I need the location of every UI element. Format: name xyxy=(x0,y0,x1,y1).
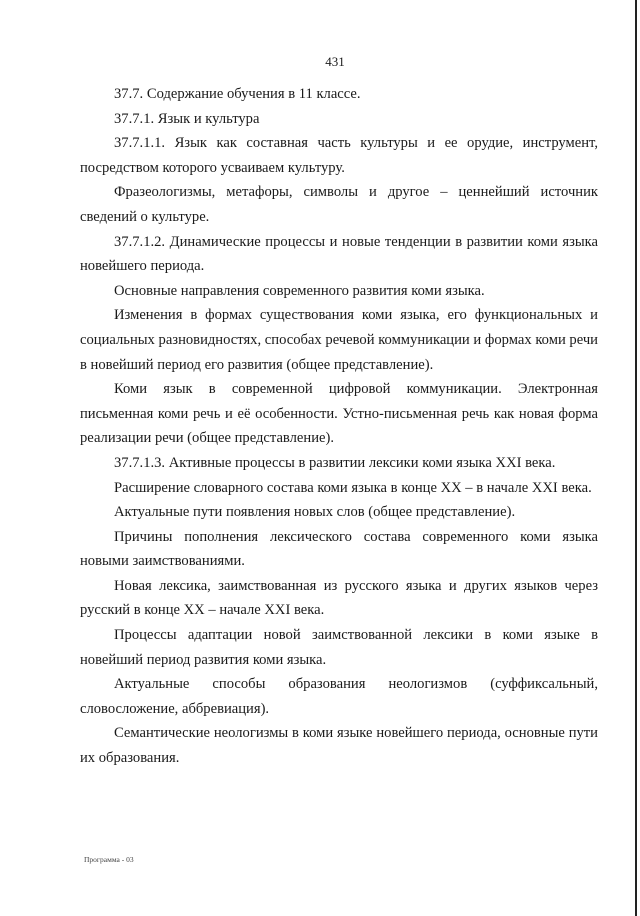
paragraph: Основные направления современного развития коми языка. xyxy=(114,282,485,299)
paragraph-section-heading: 37.7. Содержание обучения в 11 классе. xyxy=(114,86,361,102)
paragraph: Семантические неологизмы в коми языке новейшего периода, основные пути их образования. xyxy=(80,725,598,767)
paragraph: Процессы адаптации новой заимствованной лексики в коми языке в новейший период развития коми языка. xyxy=(80,627,598,668)
footer-note: Программа - 03 xyxy=(84,855,134,864)
paragraph: Фразеологизмы, метафоры, символы и другое – ценнейший источник сведений о культуре. xyxy=(80,184,598,225)
paragraph-subsection-heading: 37.7.1. Язык и культура xyxy=(114,110,260,127)
paragraph: 37.7.1.2. Динамические процессы и новые тенденции в развитии коми языка новейшего периода. xyxy=(80,233,598,275)
paragraph: Расширение словарного состава коми языка в конце XX – в начале XXI века. xyxy=(114,479,592,496)
paragraph: Причины пополнения лексического состава современного коми языка новыми заимствованиями. xyxy=(80,528,598,570)
paragraph: Актуальные пути появления новых слов (общее представление). xyxy=(114,504,516,521)
page-number: 431 xyxy=(325,54,345,69)
paragraph: Изменения в формах существования коми языка, его функциональных и социальных разновидностях, способах речевой коммуникации и формах коми речи в новейший период его развития (общее представление). xyxy=(80,307,598,373)
paragraph: Новая лексика, заимствованная из русского языка и других языков через русский в конце XX – начале XXI века. xyxy=(80,577,598,619)
document-body xyxy=(80,82,598,771)
paragraph: 37.7.1.1. Язык как составная часть культуры и ее орудие, инструмент, посредством которого усваиваем культуру. xyxy=(80,135,598,176)
paragraph: 37.7.1.3. Активные процессы в развитии лексики коми языка XXI века. xyxy=(114,454,556,471)
paragraph: Актуальные способы образования неологизмов (суффиксальный, словосложение, аббревиация). xyxy=(80,676,598,717)
paragraph: Коми язык в современной цифровой коммуникации. Электронная письменная коми речь и её особенности. Устно-письменная речь как новая форма реализации речи (общее представление). xyxy=(80,381,598,447)
page-edge-line xyxy=(635,0,637,916)
